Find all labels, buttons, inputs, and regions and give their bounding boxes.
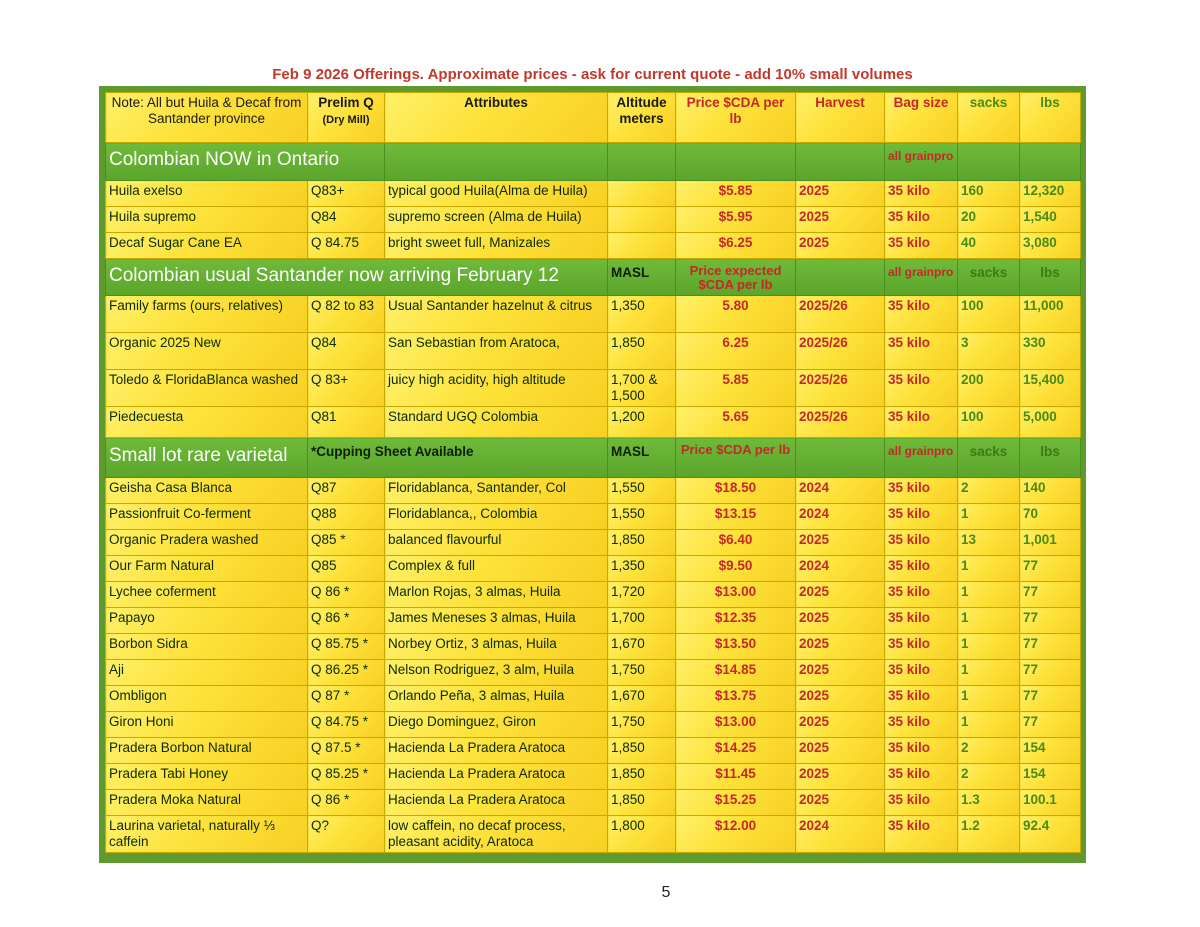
- table-row: [106, 530, 1081, 556]
- item-bag-size: 35 kilo: [885, 530, 958, 556]
- table-row: [106, 686, 1081, 712]
- item-altitude: 1,750: [608, 712, 676, 738]
- item-q-score: Q 86 *: [308, 608, 385, 634]
- item-harvest: 2025: [796, 686, 885, 712]
- item-harvest: 2025: [796, 181, 885, 207]
- section-title: Small lot rare varietal: [106, 438, 308, 478]
- table-row: [106, 370, 1081, 407]
- item-lbs: 1,540: [1020, 207, 1081, 233]
- item-name: Family farms (ours, relatives): [106, 296, 308, 333]
- item-name: Aji: [106, 660, 308, 686]
- section-grainpro: all grainpro: [885, 143, 958, 181]
- item-bag-size: 35 kilo: [885, 504, 958, 530]
- header-dry-mill: (Dry Mill): [322, 114, 370, 126]
- table-row: [106, 556, 1081, 582]
- item-sacks: 100: [958, 296, 1020, 333]
- item-bag-size: 35 kilo: [885, 233, 958, 259]
- item-lbs: 77: [1020, 686, 1081, 712]
- table-row: [106, 333, 1081, 370]
- item-sacks: 20: [958, 207, 1020, 233]
- item-name: Piedecuesta: [106, 407, 308, 438]
- item-lbs: 77: [1020, 634, 1081, 660]
- section-lbs: lbs: [1020, 259, 1081, 296]
- item-attributes: bright sweet full, Manizales: [385, 233, 608, 259]
- item-sacks: 1: [958, 634, 1020, 660]
- item-harvest: 2025: [796, 712, 885, 738]
- item-name: Geisha Casa Blanca: [106, 478, 308, 504]
- offerings-table: [105, 92, 1081, 853]
- header-lbs: lbs: [1020, 93, 1081, 143]
- item-harvest: 2025: [796, 790, 885, 816]
- item-altitude: 1,750: [608, 660, 676, 686]
- item-price: $14.25: [676, 738, 796, 764]
- item-name: Organic 2025 New: [106, 333, 308, 370]
- item-sacks: 3: [958, 333, 1020, 370]
- table-row: [106, 660, 1081, 686]
- item-lbs: 77: [1020, 556, 1081, 582]
- item-sacks: 2: [958, 764, 1020, 790]
- item-q-score: Q85: [308, 556, 385, 582]
- item-q-score: Q 82 to 83: [308, 296, 385, 333]
- item-bag-size: 35 kilo: [885, 207, 958, 233]
- item-attributes: Diego Dominguez, Giron: [385, 712, 608, 738]
- header-harvest: Harvest: [796, 93, 885, 143]
- item-price: $13.75: [676, 686, 796, 712]
- item-lbs: 11,000: [1020, 296, 1081, 333]
- item-lbs: 3,080: [1020, 233, 1081, 259]
- table-row: [106, 207, 1081, 233]
- item-price: 5.80: [676, 296, 796, 333]
- item-q-score: Q 86 *: [308, 582, 385, 608]
- item-sacks: 160: [958, 181, 1020, 207]
- section-grainpro: all grainpro: [885, 438, 958, 478]
- item-attributes: Orlando Peña, 3 almas, Huila: [385, 686, 608, 712]
- item-bag-size: 35 kilo: [885, 556, 958, 582]
- item-altitude: 1,700: [608, 608, 676, 634]
- item-altitude: [608, 207, 676, 233]
- section-small-lot: [106, 438, 1081, 478]
- item-altitude: 1,800: [608, 816, 676, 853]
- item-q-score: Q?: [308, 816, 385, 853]
- item-attributes: Hacienda La Pradera Aratoca: [385, 764, 608, 790]
- item-lbs: 154: [1020, 738, 1081, 764]
- item-q-score: Q88: [308, 504, 385, 530]
- item-altitude: 1,350: [608, 556, 676, 582]
- item-attributes: Complex & full: [385, 556, 608, 582]
- item-attributes: San Sebastian from Aratoca,: [385, 333, 608, 370]
- item-altitude: 1,550: [608, 504, 676, 530]
- item-altitude: 1,850: [608, 790, 676, 816]
- item-lbs: 77: [1020, 660, 1081, 686]
- item-lbs: 330: [1020, 333, 1081, 370]
- item-name: Huila supremo: [106, 207, 308, 233]
- section-lbs: lbs: [1020, 438, 1081, 478]
- item-sacks: 1: [958, 582, 1020, 608]
- item-harvest: 2025/26: [796, 296, 885, 333]
- item-harvest: 2025: [796, 207, 885, 233]
- item-harvest: 2024: [796, 556, 885, 582]
- item-harvest: 2025: [796, 634, 885, 660]
- section-price: Price $CDA per lb: [676, 438, 796, 478]
- item-price: $18.50: [676, 478, 796, 504]
- item-sacks: 1: [958, 660, 1020, 686]
- section-sacks: sacks: [958, 259, 1020, 296]
- item-bag-size: 35 kilo: [885, 816, 958, 853]
- table-row: [106, 608, 1081, 634]
- item-price: $13.15: [676, 504, 796, 530]
- item-price: $5.95: [676, 207, 796, 233]
- item-sacks: 2: [958, 478, 1020, 504]
- item-harvest: 2025: [796, 738, 885, 764]
- item-attributes: low caffein, no decaf process, pleasant acidity, Aratoca: [385, 816, 608, 853]
- header-price: Price $CDA per lb: [676, 93, 796, 143]
- item-price: $11.45: [676, 764, 796, 790]
- item-altitude: 1,670: [608, 686, 676, 712]
- item-price: $12.00: [676, 816, 796, 853]
- item-name: Pradera Borbon Natural: [106, 738, 308, 764]
- section-price: Price expected $CDA per lb: [676, 259, 796, 296]
- header-prelim-q: [308, 93, 385, 143]
- item-lbs: 15,400: [1020, 370, 1081, 407]
- item-lbs: 92.4: [1020, 816, 1081, 853]
- item-altitude: 1,850: [608, 738, 676, 764]
- item-lbs: 70: [1020, 504, 1081, 530]
- item-name: Decaf Sugar Cane EA: [106, 233, 308, 259]
- table-row: [106, 764, 1081, 790]
- item-price: $13.00: [676, 712, 796, 738]
- item-price: $15.25: [676, 790, 796, 816]
- item-price: $13.00: [676, 582, 796, 608]
- item-bag-size: 35 kilo: [885, 660, 958, 686]
- item-altitude: 1,200: [608, 407, 676, 438]
- item-price: $12.35: [676, 608, 796, 634]
- table-row: [106, 790, 1081, 816]
- section-masl: MASL: [608, 438, 676, 478]
- item-q-score: Q84: [308, 207, 385, 233]
- section-cupping-note: *Cupping Sheet Available: [308, 438, 608, 478]
- item-q-score: Q 86.25 *: [308, 660, 385, 686]
- item-bag-size: 35 kilo: [885, 333, 958, 370]
- item-bag-size: 35 kilo: [885, 370, 958, 407]
- table-row: [106, 296, 1081, 333]
- item-attributes: balanced flavourful: [385, 530, 608, 556]
- section-santander: [106, 259, 1081, 296]
- item-price: $14.85: [676, 660, 796, 686]
- table-row: [106, 181, 1081, 207]
- table-row: [106, 712, 1081, 738]
- item-q-score: Q 84.75: [308, 233, 385, 259]
- item-attributes: typical good Huila(Alma de Huila): [385, 181, 608, 207]
- item-sacks: 1: [958, 686, 1020, 712]
- item-name: Ombligon: [106, 686, 308, 712]
- item-lbs: 77: [1020, 608, 1081, 634]
- section-now-in-ontario: [106, 143, 1081, 181]
- table-row: [106, 582, 1081, 608]
- item-lbs: 12,320: [1020, 181, 1081, 207]
- item-attributes: juicy high acidity, high altitude: [385, 370, 608, 407]
- item-name: Huila exelso: [106, 181, 308, 207]
- section-masl: MASL: [608, 259, 676, 296]
- item-attributes: Norbey Ortiz, 3 almas, Huila: [385, 634, 608, 660]
- item-harvest: 2025: [796, 582, 885, 608]
- table-row: [106, 407, 1081, 438]
- item-attributes: supremo screen (Alma de Huila): [385, 207, 608, 233]
- item-attributes: Hacienda La Pradera Aratoca: [385, 738, 608, 764]
- item-price: $5.85: [676, 181, 796, 207]
- table-row: [106, 504, 1081, 530]
- item-sacks: 40: [958, 233, 1020, 259]
- header-note: Note: All but Huila & Decaf from Santander province: [106, 93, 308, 143]
- item-altitude: 1,700 & 1,500: [608, 370, 676, 407]
- item-harvest: 2025/26: [796, 333, 885, 370]
- item-altitude: 1,850: [608, 530, 676, 556]
- item-q-score: Q 86 *: [308, 790, 385, 816]
- item-q-score: Q 83+: [308, 370, 385, 407]
- item-sacks: 1: [958, 556, 1020, 582]
- item-q-score: Q 85.75 *: [308, 634, 385, 660]
- item-sacks: 1.2: [958, 816, 1020, 853]
- item-lbs: 77: [1020, 582, 1081, 608]
- item-lbs: 100.1: [1020, 790, 1081, 816]
- page-number: 5: [661, 884, 671, 901]
- item-harvest: 2025: [796, 660, 885, 686]
- item-name: Pradera Moka Natural: [106, 790, 308, 816]
- item-sacks: 100: [958, 407, 1020, 438]
- item-bag-size: 35 kilo: [885, 608, 958, 634]
- item-bag-size: 35 kilo: [885, 790, 958, 816]
- item-bag-size: 35 kilo: [885, 478, 958, 504]
- item-bag-size: 35 kilo: [885, 407, 958, 438]
- item-harvest: 2025/26: [796, 370, 885, 407]
- item-attributes: Hacienda La Pradera Aratoca: [385, 790, 608, 816]
- item-bag-size: 35 kilo: [885, 634, 958, 660]
- item-q-score: Q83+: [308, 181, 385, 207]
- item-bag-size: 35 kilo: [885, 181, 958, 207]
- section-grainpro: all grainpro: [885, 259, 958, 296]
- item-name: Pradera Tabi Honey: [106, 764, 308, 790]
- header-prelim-q-label: Prelim Q: [318, 95, 374, 110]
- item-harvest: 2025: [796, 530, 885, 556]
- item-sacks: 2: [958, 738, 1020, 764]
- item-q-score: Q87: [308, 478, 385, 504]
- item-altitude: 1,850: [608, 764, 676, 790]
- item-q-score: Q 85.25 *: [308, 764, 385, 790]
- item-q-score: Q 87 *: [308, 686, 385, 712]
- item-attributes: Nelson Rodriguez, 3 alm, Huila: [385, 660, 608, 686]
- item-altitude: 1,550: [608, 478, 676, 504]
- item-altitude: 1,350: [608, 296, 676, 333]
- item-name: Giron Honi: [106, 712, 308, 738]
- header-attributes: Attributes: [385, 93, 608, 143]
- header-row: [106, 93, 1081, 143]
- item-attributes: Marlon Rojas, 3 almas, Huila: [385, 582, 608, 608]
- item-altitude: 1,670: [608, 634, 676, 660]
- item-sacks: 200: [958, 370, 1020, 407]
- item-price: $6.40: [676, 530, 796, 556]
- item-bag-size: 35 kilo: [885, 712, 958, 738]
- item-lbs: 77: [1020, 712, 1081, 738]
- item-price: $13.50: [676, 634, 796, 660]
- item-name: Passionfruit Co-ferment: [106, 504, 308, 530]
- item-attributes: James Meneses 3 almas, Huila: [385, 608, 608, 634]
- item-name: Toledo & FloridaBlanca washed: [106, 370, 308, 407]
- item-harvest: 2024: [796, 504, 885, 530]
- offerings-table-frame: [99, 86, 1086, 863]
- item-name: Organic Pradera washed: [106, 530, 308, 556]
- item-price: $6.25: [676, 233, 796, 259]
- section-sacks: sacks: [958, 438, 1020, 478]
- item-q-score: Q 84.75 *: [308, 712, 385, 738]
- item-q-score: Q85 *: [308, 530, 385, 556]
- item-q-score: Q84: [308, 333, 385, 370]
- item-altitude: [608, 233, 676, 259]
- item-sacks: 1: [958, 712, 1020, 738]
- section-title: Colombian usual Santander now arriving February 12: [106, 259, 608, 296]
- document-title: Feb 9 2026 Offerings. Approximate prices - ask for current quote - add 10% small volumes: [272, 66, 913, 83]
- header-altitude: Altitude meters: [608, 93, 676, 143]
- item-price: 5.85: [676, 370, 796, 407]
- item-harvest: 2025: [796, 764, 885, 790]
- item-sacks: 1: [958, 504, 1020, 530]
- item-lbs: 140: [1020, 478, 1081, 504]
- item-lbs: 5,000: [1020, 407, 1081, 438]
- item-altitude: 1,850: [608, 333, 676, 370]
- header-sacks: sacks: [958, 93, 1020, 143]
- item-sacks: 1: [958, 608, 1020, 634]
- item-lbs: 1,001: [1020, 530, 1081, 556]
- item-q-score: Q81: [308, 407, 385, 438]
- item-attributes: Floridablanca, Santander, Col: [385, 478, 608, 504]
- item-lbs: 154: [1020, 764, 1081, 790]
- table-row: [106, 233, 1081, 259]
- item-bag-size: 35 kilo: [885, 296, 958, 333]
- item-sacks: 1.3: [958, 790, 1020, 816]
- item-altitude: [608, 181, 676, 207]
- item-name: Borbon Sidra: [106, 634, 308, 660]
- table-row: [106, 478, 1081, 504]
- item-price: $9.50: [676, 556, 796, 582]
- item-attributes: Standard UGQ Colombia: [385, 407, 608, 438]
- item-attributes: Usual Santander hazelnut & citrus: [385, 296, 608, 333]
- item-harvest: 2025: [796, 608, 885, 634]
- item-bag-size: 35 kilo: [885, 764, 958, 790]
- item-sacks: 13: [958, 530, 1020, 556]
- item-altitude: 1,720: [608, 582, 676, 608]
- section-title: Colombian NOW in Ontario: [106, 143, 385, 181]
- item-price: 5.65: [676, 407, 796, 438]
- table-row: [106, 816, 1081, 853]
- item-attributes: Floridablanca,, Colombia: [385, 504, 608, 530]
- item-bag-size: 35 kilo: [885, 686, 958, 712]
- item-q-score: Q 87.5 *: [308, 738, 385, 764]
- item-harvest: 2024: [796, 478, 885, 504]
- item-name: Lychee coferment: [106, 582, 308, 608]
- header-bag-size: Bag size: [885, 93, 958, 143]
- item-name: Laurina varietal, naturally ⅓ caffein: [106, 816, 308, 853]
- item-harvest: 2025/26: [796, 407, 885, 438]
- item-harvest: 2024: [796, 816, 885, 853]
- item-bag-size: 35 kilo: [885, 738, 958, 764]
- item-name: Our Farm Natural: [106, 556, 308, 582]
- item-name: Papayo: [106, 608, 308, 634]
- item-price: 6.25: [676, 333, 796, 370]
- table-row: [106, 738, 1081, 764]
- table-row: [106, 634, 1081, 660]
- item-bag-size: 35 kilo: [885, 582, 958, 608]
- item-harvest: 2025: [796, 233, 885, 259]
